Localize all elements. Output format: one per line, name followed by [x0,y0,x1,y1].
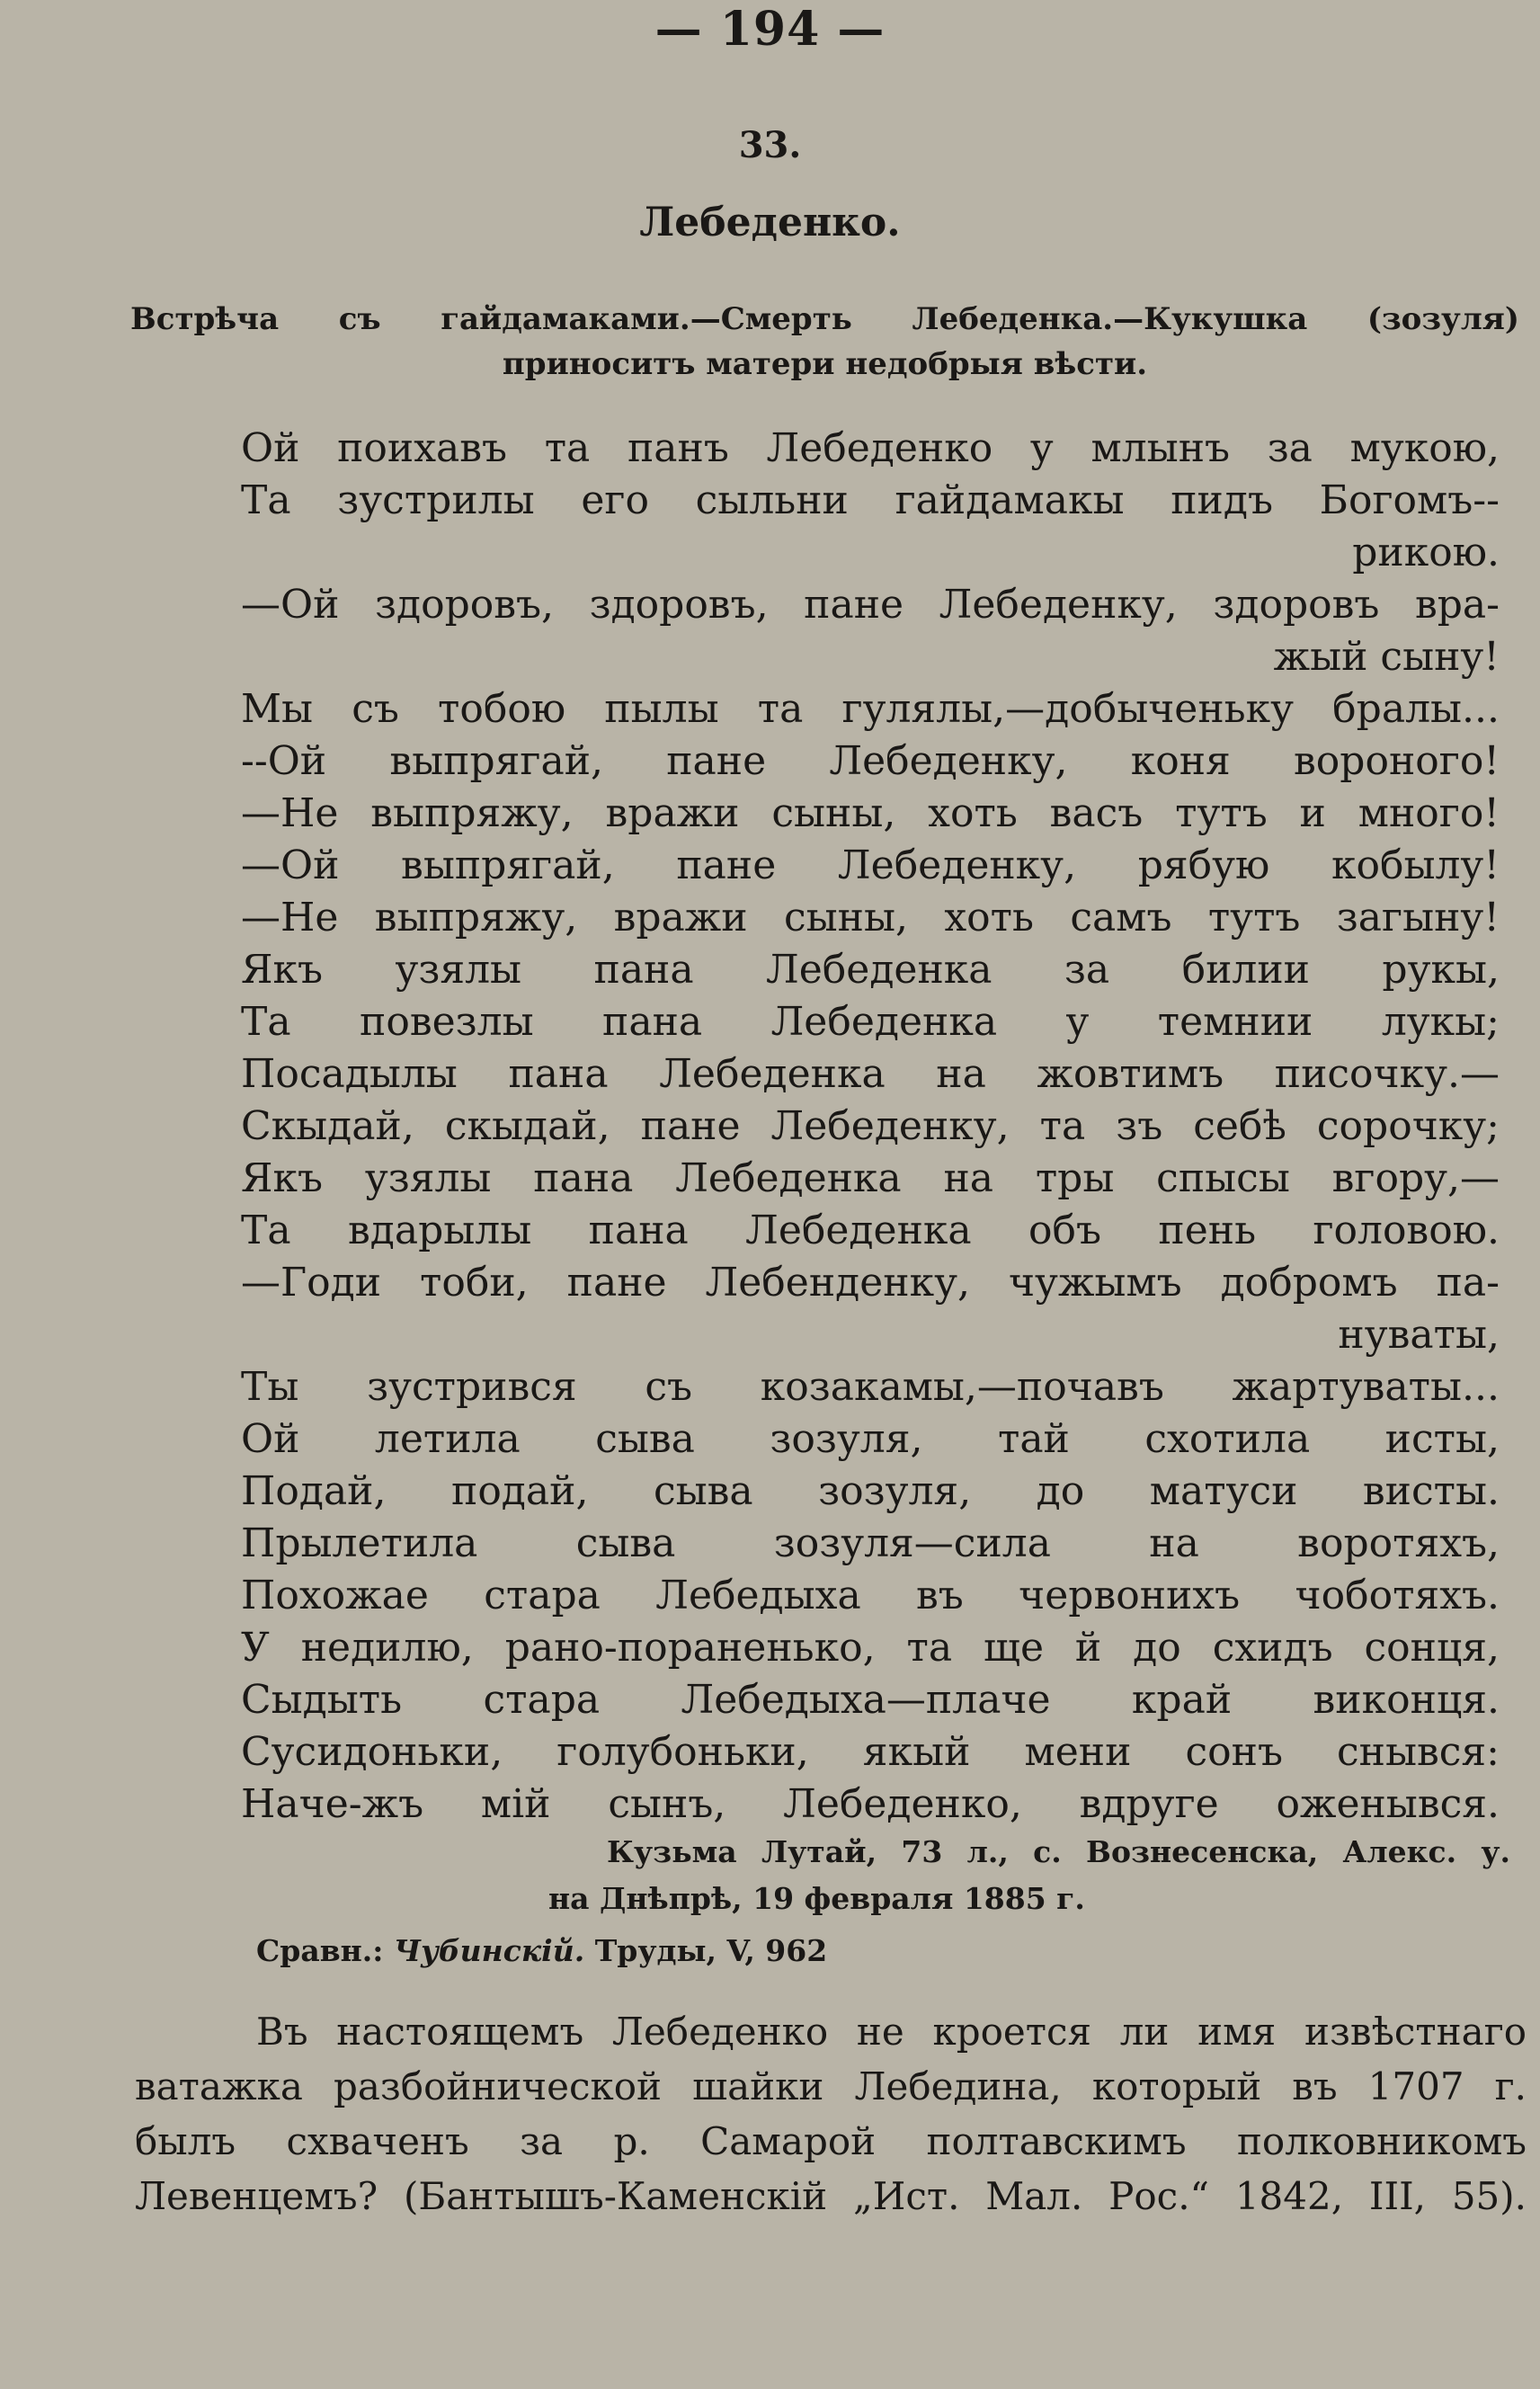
note-line: Левенцемъ? (Бантышъ-Каменскій „Ист. Мал. Рос.“ 1842, III, 55). [135,2174,1527,2218]
poem-line: Скыдай, скыдай, пане Лебеденку, та зъ себѣ сорочку; [241,1103,1500,1149]
song-number: 33. [738,124,802,166]
song-title: Лебеденко. [639,200,901,245]
note-line: былъ схваченъ за р. Самарой полтавскимъ полковникомъ [135,2119,1527,2163]
poem-line: —Ой здоровъ, здоровъ, пане Лебеденку, здоровъ вра- [241,582,1500,628]
note-line: Въ настоящемъ Лебеденко не кроется ли имя извѣстнаго [256,2010,1527,2054]
page-number: — 194 — [654,2,886,57]
poem-line: Сыдыть стара Лебедыха—плаче край виконця. [241,1677,1500,1723]
poem-line: Посадылы пана Лебеденка на жовтимъ писочку.— [241,1051,1500,1097]
comparison-author: Чубинскій. [393,1933,585,1968]
poem-line: Сусидоньки, голубоньки, якый мени сонъ снывся: [241,1729,1500,1775]
poem-line: Наче-жъ мій сынъ, Лебеденко, вдруге оженывся. [241,1781,1500,1827]
source-attribution-line-1: Кузьма Лутай, 73 л., с. Вознесенска, Алекс. у. [607,1834,1510,1869]
poem-line: —Ой выпрягай, пане Лебеденку, рябую кобылу! [241,842,1500,888]
poem-line-continuation: рикою. [1352,530,1500,575]
subtitle-line-1: Встрѣча съ гайдамаками.—Смерть Лебеденка.—Кукушка (зозуля) [130,301,1519,337]
comparison-label: Сравн.: [256,1933,384,1968]
poem-line: --Ой выпрягай, пане Лебеденку, коня вороного! [241,738,1500,784]
poem-line: —Годи тоби, пане Лебенденку, чужымъ добромъ па- [241,1260,1500,1306]
poem-line-continuation: нуваты, [1338,1312,1500,1358]
subtitle-line-2: приноситъ матери недобрыя вѣсти. [502,346,1148,382]
poem-line: Ой летила сыва зозуля, тай схотила исты, [241,1416,1500,1462]
poem-line: Та повезлы пана Лебеденка у темнии лукы; [241,999,1500,1045]
poem-text [241,423,1500,1831]
poem-line: —Не выпряжу, вражи сыны, хоть васъ тутъ и много! [241,790,1500,836]
poem-line: Подай, подай, сыва зозуля, до матуси висты. [241,1468,1500,1514]
poem-line: Похожае стара Лебедыха въ червонихъ чоботяхъ. [241,1573,1500,1618]
poem-line: У недилю, рано-пораненько, та ще й до схидъ сонця, [241,1625,1500,1671]
poem-line-continuation: жый сыну! [1273,634,1500,680]
poem-line: Ой поихавъ та панъ Лебеденко у млынъ за мукою, [241,425,1500,471]
poem-line: Мы съ тобою пылы та гулялы,—добыченьку бралы... [241,686,1500,732]
note-line: ватажка разбойнической шайки Лебедина, который въ 1707 г. [135,2064,1527,2108]
poem-line: Та зустрилы его сыльни гайдамакы пидъ Богомъ-- [241,477,1500,523]
poem-line: Ты зустрився съ козакамы,—почавъ жартуваты... [241,1364,1500,1410]
poem-line: Якъ узялы пана Лебеденка за билии рукы, [241,947,1500,993]
source-attribution-line-2: на Днѣпрѣ, 19 февраля 1885 г. [548,1881,1085,1916]
poem-line: Якъ узялы пана Лебеденка на тры спысы вгору,— [241,1155,1500,1201]
poem-line: —Не выпряжу, вражи сыны, хоть самъ тутъ загыну! [241,895,1500,940]
comparison-work: Труды, V, 962 [594,1933,828,1968]
poem-line: Прылетила сыва зозуля—сила на воротяхъ, [241,1520,1500,1566]
comparison-reference [256,1933,827,1968]
poem-line: Та вдарылы пана Лебеденка объ пень головою. [241,1208,1500,1253]
